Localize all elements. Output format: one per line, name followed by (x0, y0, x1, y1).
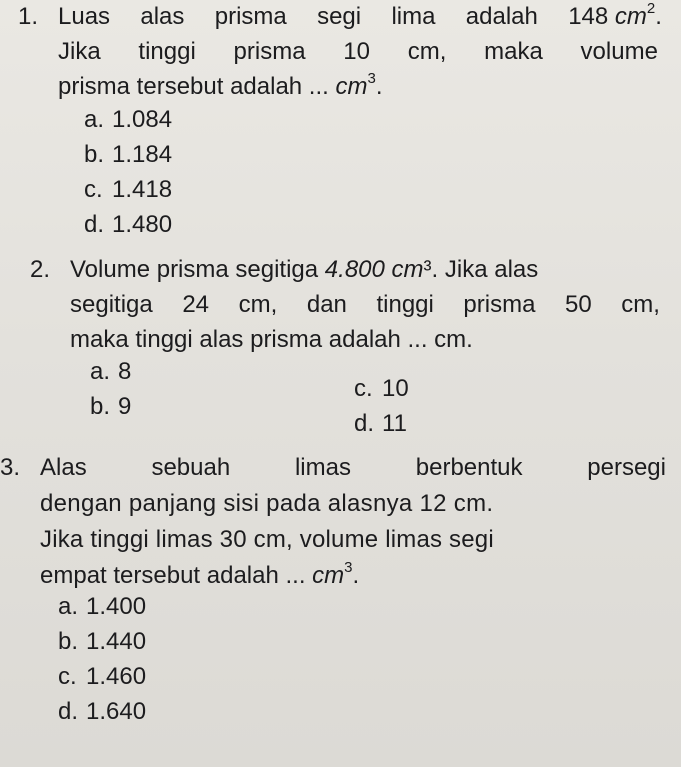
question-3-option-d[interactable]: d. 1.640 (58, 698, 147, 725)
question-1-option-a[interactable]: a. 1.084 (84, 106, 173, 133)
question-1-line-3: prisma tersebut adalah ... $cm^3$. (58, 70, 383, 100)
question-3-line-1: Alas sebuah limas berbentuk persegi (40, 454, 666, 481)
question-1-number: 1. (18, 3, 39, 30)
question-2-option-a[interactable]: a. 8 (90, 358, 132, 385)
question-2-line-3: maka tinggi alas prisma adalah ... cm. (70, 326, 473, 353)
question-3-option-a[interactable]: a. 1.400 (58, 593, 147, 620)
question-1-option-b[interactable]: b. 1.184 (84, 141, 173, 168)
question-3-line-4: empat tersebut adalah ... $cm^3$. (40, 559, 360, 589)
question-2-option-d[interactable]: d. 11 (354, 410, 407, 437)
question-3-option-c[interactable]: c. 1.460 (58, 663, 147, 690)
question-2-line-2: segitiga 24 cm, dan tinggi prisma 50 cm, (70, 291, 660, 318)
question-2-option-b[interactable]: b. 9 (90, 393, 132, 420)
question-1-option-d[interactable]: d. 1.480 (84, 211, 173, 238)
question-2-option-c[interactable]: c. 10 (354, 375, 409, 402)
question-3-number: 3. (0, 454, 21, 481)
question-3-line-2: dengan panjang sisi pada alasnya 12 cm. (40, 490, 494, 517)
question-2-line-1: Volume prisma segitiga 4.800 cm³. Jika alas (70, 256, 539, 283)
question-1-line-1: Luas alas prisma segi lima adalah 148 $cm^2$. (58, 0, 662, 30)
question-2-number: 2. (30, 256, 51, 283)
question-3-line-3: Jika tinggi limas 30 cm, volume limas segi (40, 526, 494, 553)
question-1-line-2: Jika tinggi prisma 10 cm, maka volume (58, 38, 658, 65)
question-3-option-b[interactable]: b. 1.440 (58, 628, 147, 655)
question-1-option-c[interactable]: c. 1.418 (84, 176, 173, 203)
